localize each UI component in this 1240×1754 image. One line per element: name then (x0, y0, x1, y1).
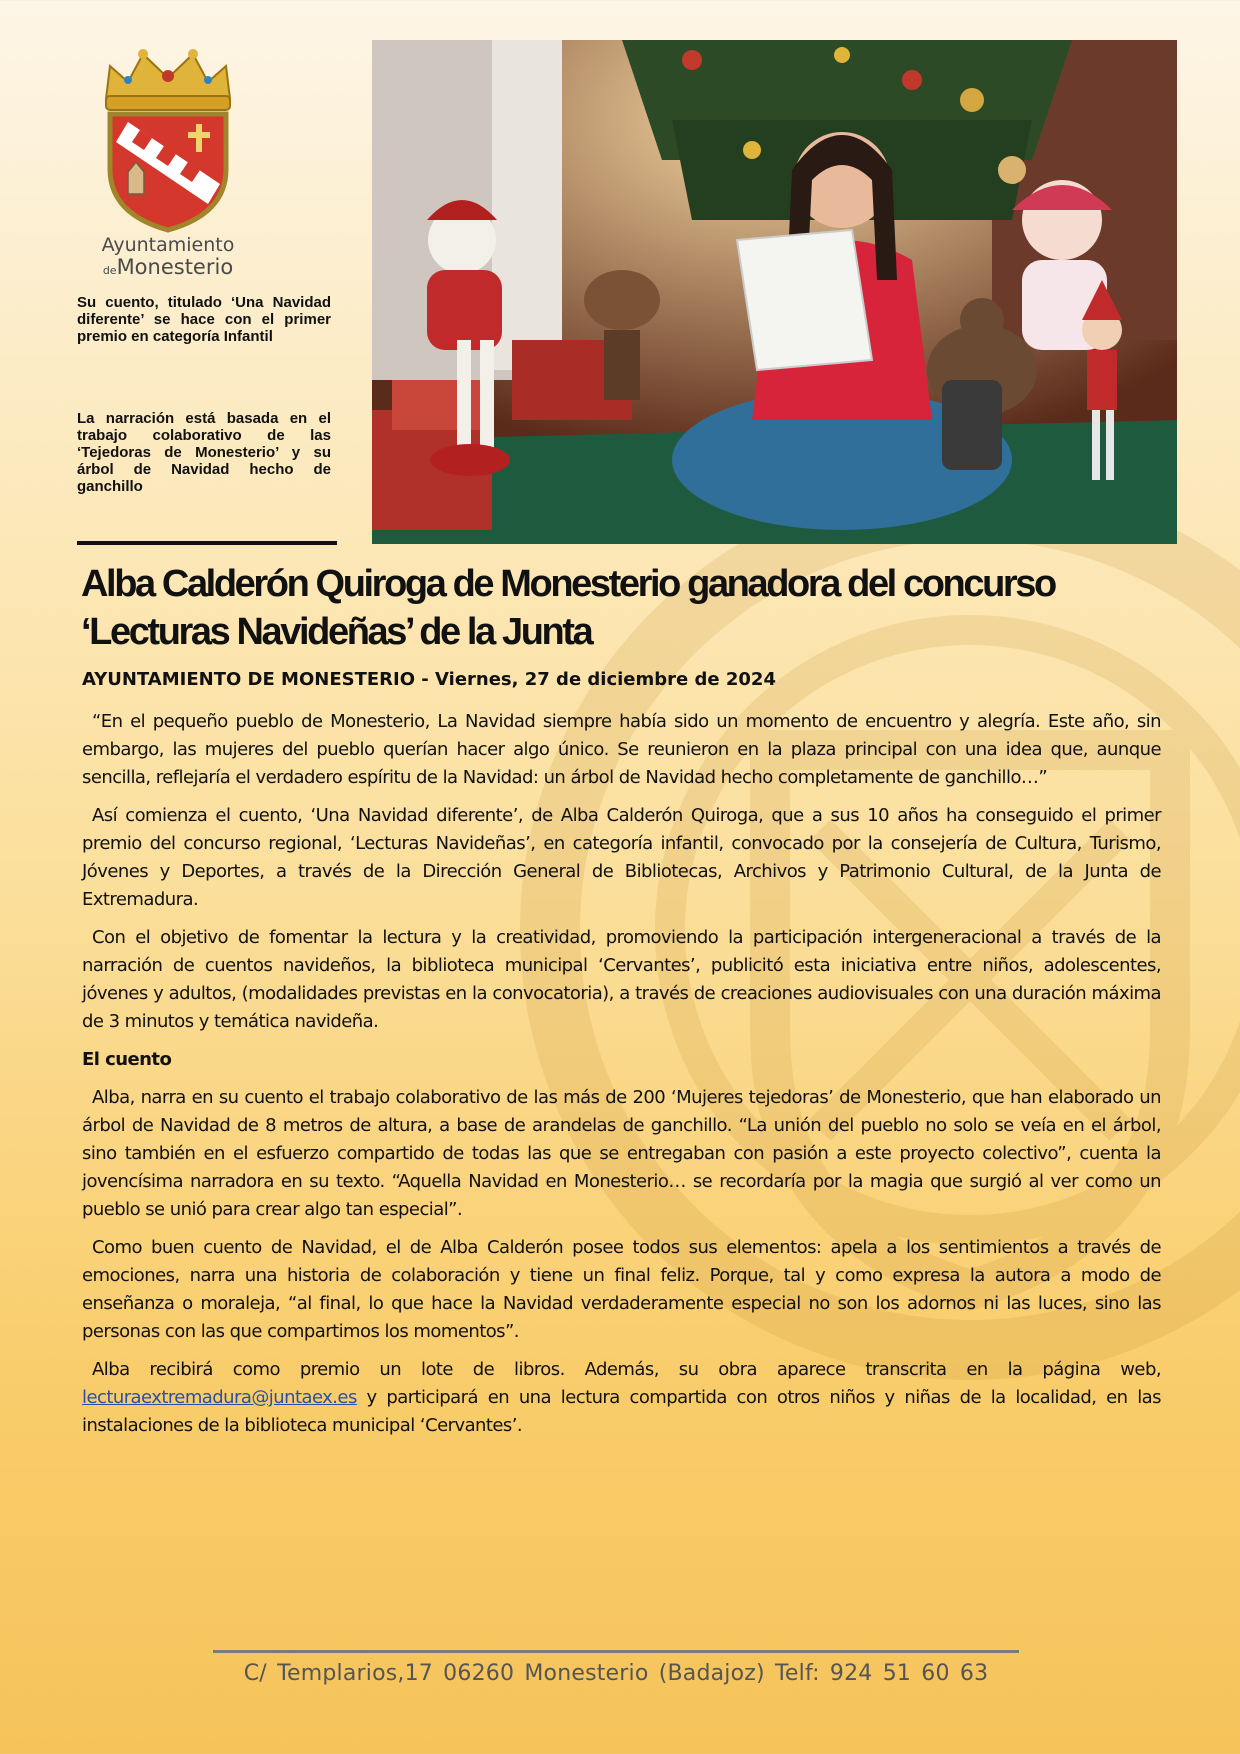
sidebar-caption-2: La narración está basada en el trabajo colaborativo de las ‘Tejedoras de Monesterio’ y su árbol de Navidad hecho de ganchillo (77, 410, 331, 495)
article-paragraph-6 (82, 1356, 1161, 1440)
logo-line-2 (88, 256, 248, 278)
logo-wordmark (88, 236, 248, 278)
sidebar-divider (77, 541, 337, 545)
article-subheading: El cuento (82, 1049, 172, 1070)
paragraph-6-text-start: Alba recibirá como premio un lote de libros. Además, su obra aparece transcrita en la página web, (92, 1359, 1161, 1380)
coat-of-arms-icon (88, 44, 248, 234)
footer-divider (213, 1650, 1019, 1653)
article-photo (372, 40, 1177, 544)
logo-town: Monesterio (116, 254, 234, 279)
article-dateline: AYUNTAMIENTO DE MONESTERIO - Viernes, 27 de diciembre de 2024 (82, 669, 776, 690)
municipal-logo (88, 44, 248, 284)
logo-line-1: Ayuntamiento (101, 234, 235, 256)
article-paragraph-5: Como buen cuento de Navidad, el de Alba Calderón posee todos sus elementos: apela a los sentimientos a través de emociones, narra una historia de colaboración y tiene un final feliz. Porque, tal y como expresa la autora a modo de enseñanza o moraleja, “al final, lo que hace la Navidad verdaderamente especial no son los adornos ni las luces, sino las personas con las que compartimos los momentos”. (82, 1237, 1161, 1342)
article-paragraph-3: Con el objetivo de fomentar la lectura y la creatividad, promoviendo la participación intergeneracional a través de la narración de cuentos navideños, la biblioteca municipal ‘Cervantes’, publicitó esta iniciativa entre niños, adolescentes, jóvenes y adultos, (modalidades previstas en la convocatoria), a través de creaciones audiovisuales con una duración máxima de 3 minutos y temática navideña. (82, 927, 1161, 1032)
girl-reading-photo (372, 40, 1177, 544)
article-body (82, 708, 1161, 1450)
article-paragraph-2: Así comienza el cuento, ‘Una Navidad diferente’, de Alba Calderón Quiroga, que a sus 10 años ha conseguido el primer premio del concurso regional, ‘Lecturas Navideñas’, en categoría infantil, convocado por la consejería de Cultura, Turismo, Jóvenes y Deportes, a través de la Dirección General de Bibliotecas, Archivos y Patrimonio Cultural, de la Junta de Extremadura. (82, 805, 1161, 910)
article-paragraph-1: “En el pequeño pueblo de Monesterio, La Navidad siempre había sido un momento de encuentro y alegría. Este año, sin embargo, las mujeres del pueblo querían hacer algo único. Se reunieron en la plaza principal con una idea que, aunque sencilla, reflejaría el verdadero espíritu de la Navidad: un árbol de Navidad hecho completamente de ganchillo…” (82, 711, 1161, 788)
article-title: Alba Calderón Quiroga de Monesterio ganadora del concurso ‘Lecturas Navideñas’ de la Junta (81, 563, 1055, 653)
paragraph-6-text-end: y participará en una lectura compartida con otros niños y niñas de la localidad, en las instalaciones de la biblioteca municipal ‘Cervantes’. (82, 1387, 1161, 1436)
sidebar-caption-1: Su cuento, titulado ‘Una Navidad diferente’ se hace con el primer premio en categoría Infantil (77, 294, 331, 345)
footer-address: C/ Templarios,17 06260 Monesterio (Badajoz) Telf: 924 51 60 63 (243, 1661, 989, 1686)
email-link[interactable]: lecturaextremadura@juntaex.es (82, 1387, 357, 1408)
logo-prefix: de (102, 263, 117, 277)
article-paragraph-4: Alba, narra en su cuento el trabajo colaborativo de las más de 200 ‘Mujeres tejedoras’ de Monesterio, que han elaborado un árbol de Navidad de 8 metros de altura, a base de arandelas de ganchillo. “La unión del pueblo no solo se veía en el árbol, sino también en el esfuerzo compartido de todas las que se entregaban con pasión a este proyecto colectivo”, cuenta la jovencísima narradora en su texto. “Aquella Navidad en Monesterio… se recordaría por la magia que surgió al ver como un pueblo se unió para crear algo tan especial”. (82, 1087, 1161, 1220)
